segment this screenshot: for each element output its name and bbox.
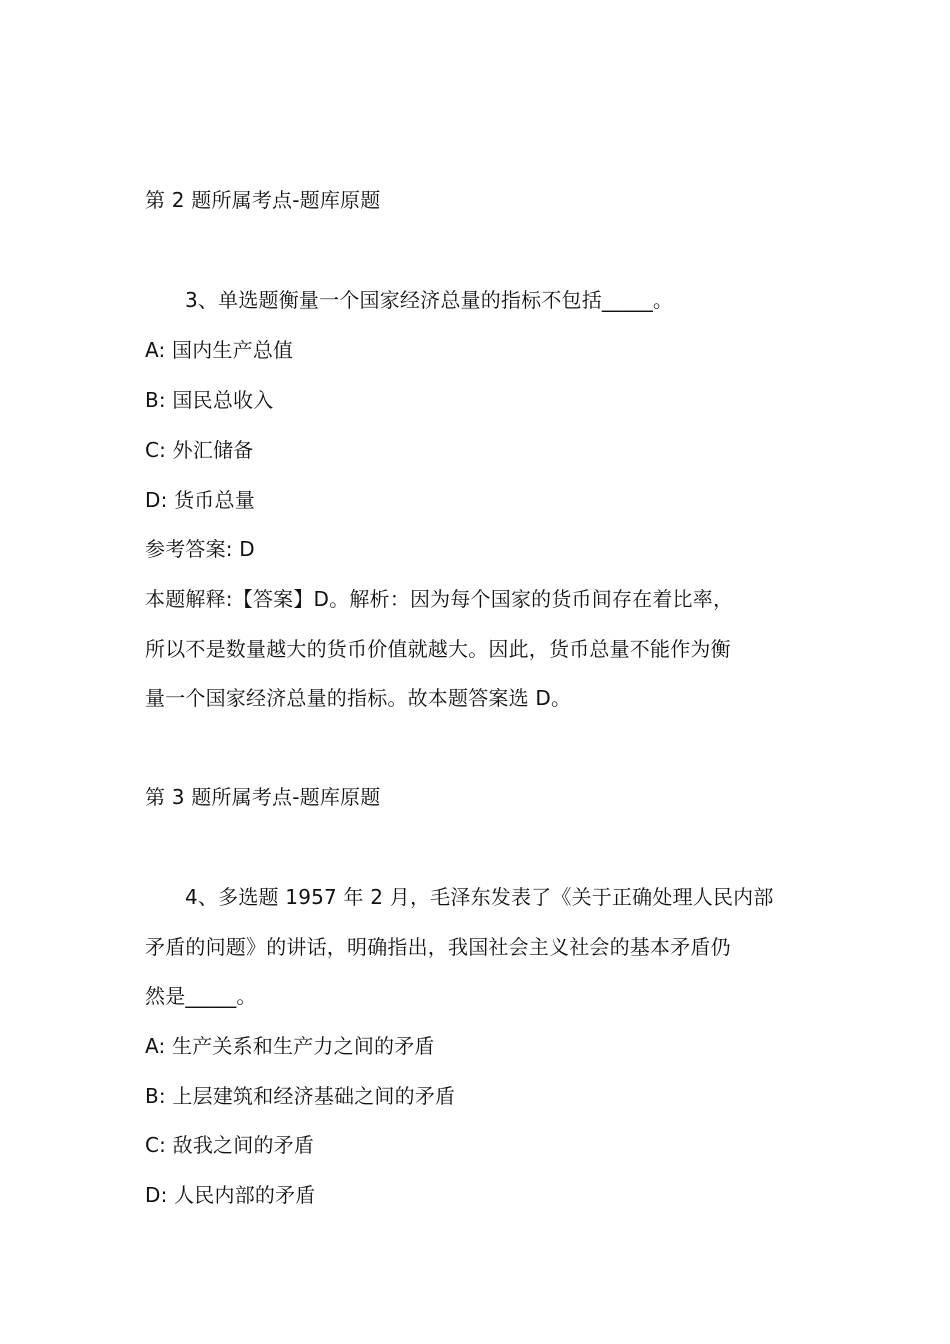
question-3-option-a: A: 国内生产总值 <box>145 338 294 362</box>
question-3-explanation-line-1: 本题解释:【答案】D。解析：因为每个国家的货币间存在着比率， <box>145 587 734 611</box>
question-4-option-c: C: 敌我之间的矛盾 <box>145 1133 315 1157</box>
question-4-option-b: B: 上层建筑和经济基础之间的矛盾 <box>145 1084 456 1108</box>
question-4-option-a: A: 生产关系和生产力之间的矛盾 <box>145 1034 435 1058</box>
question-3-option-c: C: 外汇储备 <box>145 438 254 462</box>
question-4-stem-line-2: 矛盾的问题》的讲话，明确指出，我国社会主义社会的基本矛盾仍 <box>145 935 731 959</box>
section-heading-q3-topic: 第 3 题所属考点-题库原题 <box>145 785 381 809</box>
question-3-answer: 参考答案: D <box>145 537 255 561</box>
question-4-stem-line-1: 4、多选题 1957 年 2 月，毛泽东发表了《关于正确处理人民内部 <box>185 885 774 909</box>
section-heading-q2-topic: 第 2 题所属考点-题库原题 <box>145 188 381 212</box>
question-4-option-d: D: 人民内部的矛盾 <box>145 1183 316 1207</box>
question-3-stem: 3、单选题衡量一个国家经济总量的指标不包括_____。 <box>185 288 674 312</box>
question-3-option-d: D: 货币总量 <box>145 488 255 512</box>
question-3-option-b: B: 国民总收入 <box>145 388 274 412</box>
question-4-stem-line-3: 然是_____。 <box>145 984 257 1008</box>
question-3-explanation-line-3: 量一个国家经济总量的指标。故本题答案选 D。 <box>145 686 572 710</box>
question-3-explanation-line-2: 所以不是数量越大的货币价值就越大。因此，货币总量不能作为衡 <box>145 637 731 661</box>
